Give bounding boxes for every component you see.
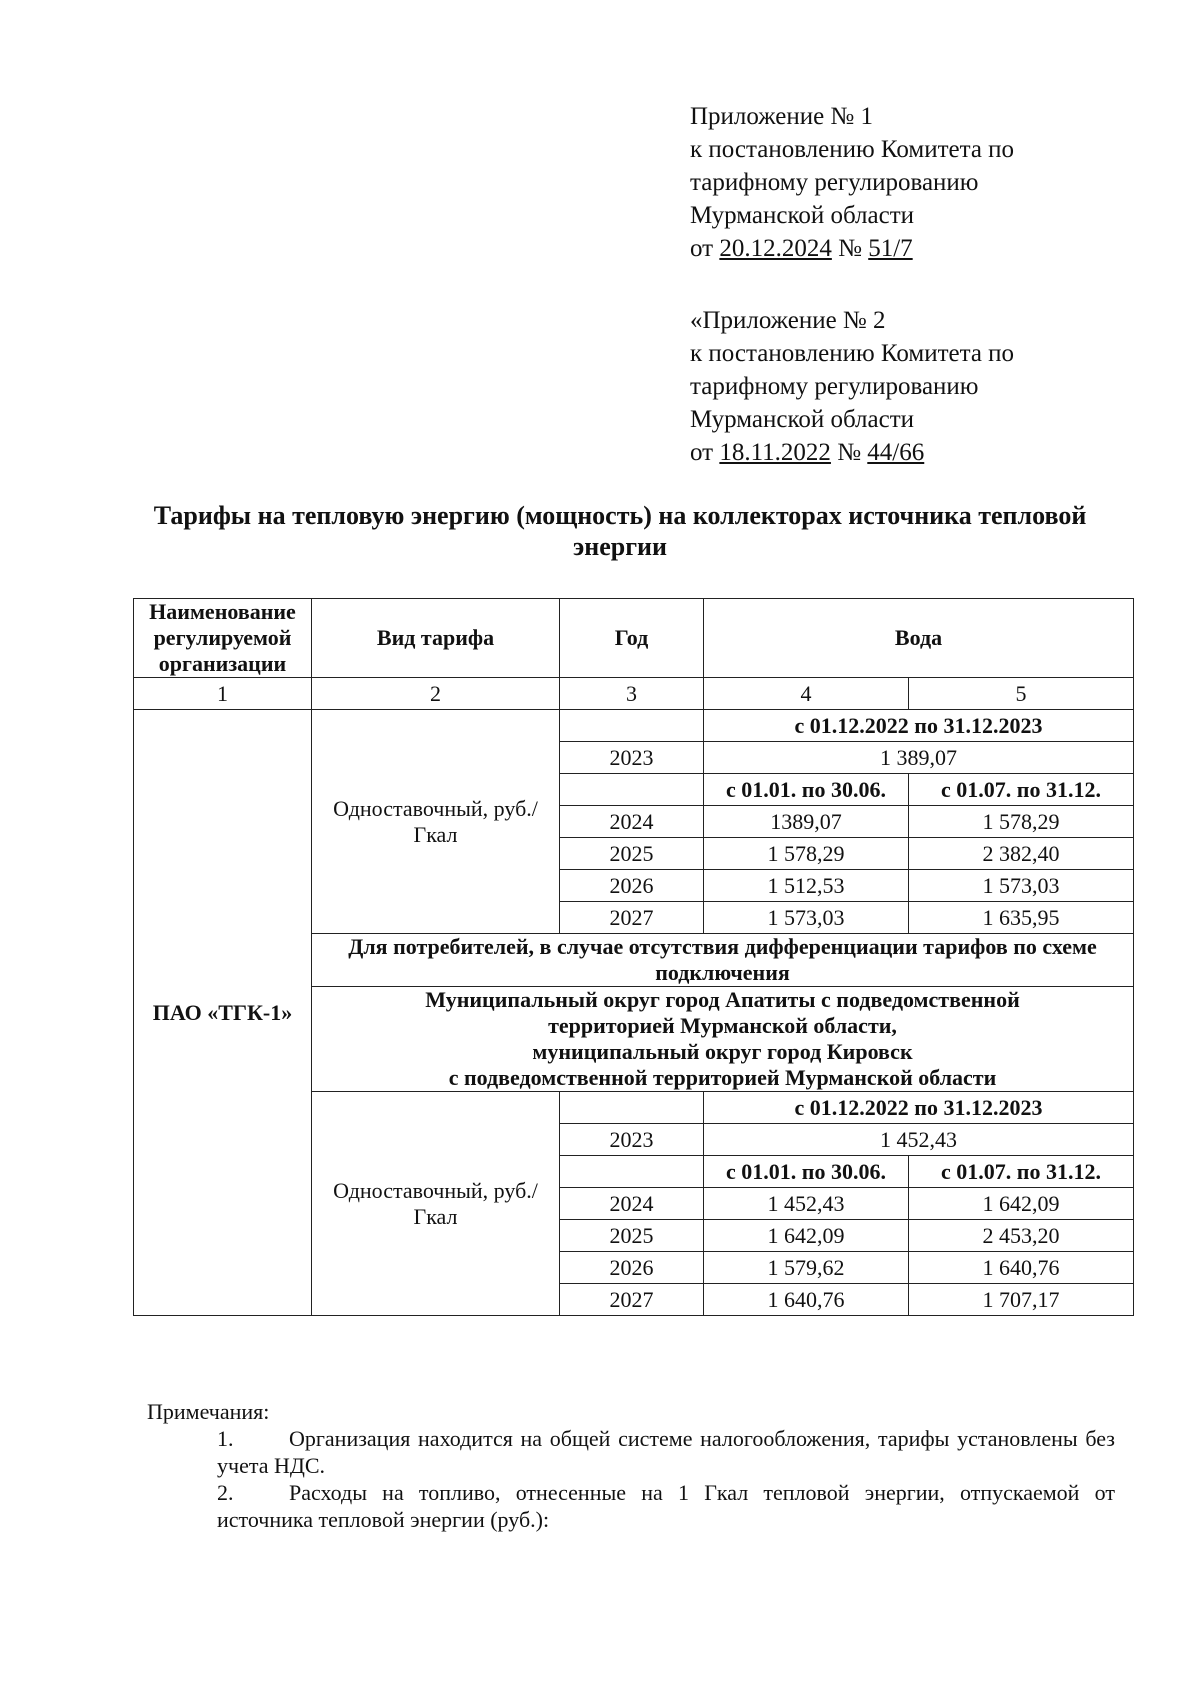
year-cell: 2027 xyxy=(560,902,704,934)
table-header-row xyxy=(134,599,1134,678)
period-header-2: с 01.12.2022 по 31.12.2023 xyxy=(704,1092,1134,1124)
date-prefix: от xyxy=(690,439,720,466)
column-numbers-row xyxy=(134,678,1134,710)
year-cell xyxy=(560,774,704,806)
year-cell: 2024 xyxy=(560,1188,704,1220)
column-number: 2 xyxy=(312,678,560,710)
appendix-1-date: 20.12.2024 xyxy=(719,235,832,262)
consumers-note: Для потребителей, в случае отсутствия дифференциации тарифов по схеме подключения xyxy=(312,934,1134,987)
half1-header: с 01.01. по 30.06. xyxy=(704,1156,909,1188)
notes-heading: Примечания: xyxy=(147,1399,270,1424)
year-cell xyxy=(560,710,704,742)
value-cell: 1 573,03 xyxy=(909,870,1134,902)
municipality-line: территорией Мурманской области, xyxy=(548,1013,897,1038)
tariff-table xyxy=(133,598,1134,1316)
year-cell: 2027 xyxy=(560,1284,704,1316)
column-number: 4 xyxy=(704,678,909,710)
table-row xyxy=(134,710,1134,742)
appendix-2-line: Мурманской области xyxy=(690,406,915,433)
municipality-line: Муниципальный округ город Апатиты с подведомственной xyxy=(425,987,1020,1012)
num-prefix: № xyxy=(830,439,868,466)
note-text: Расходы на топливо, отнесенные на 1 Гкал тепловой энергии, отпускаемой от источника тепловой энергии (руб.): xyxy=(217,1480,1115,1532)
value-cell: 1 578,29 xyxy=(704,838,909,870)
municipality-line: с подведомственной территорией Мурманской области xyxy=(448,1065,997,1090)
value-cell: 2 453,20 xyxy=(909,1220,1134,1252)
value-cell: 1 642,09 xyxy=(909,1188,1134,1220)
appendix-1-line: к постановлению Комитета по xyxy=(690,136,1015,163)
note-number: 1. xyxy=(217,1426,234,1451)
date-prefix: от xyxy=(690,235,720,262)
num-prefix: № xyxy=(831,235,869,262)
header-year: Год xyxy=(560,599,704,678)
year-cell: 2025 xyxy=(560,838,704,870)
appendix-2-date-line xyxy=(690,436,1150,469)
value-cell: 1 579,62 xyxy=(704,1252,909,1284)
value-cell: 1 573,03 xyxy=(704,902,909,934)
document-title: Тарифы на тепловую энергию (мощность) на коллекторах источника тепловой энергии xyxy=(153,501,1087,561)
appendix-2-line: тарифному регулированию xyxy=(690,373,979,400)
tariff-type-1: Одноставочный, руб./Гкал xyxy=(312,710,560,934)
year-cell xyxy=(560,1092,704,1124)
municipality-line: муниципальный округ город Кировск xyxy=(532,1039,913,1064)
appendix-1-line: тарифному регулированию xyxy=(690,169,979,196)
value-cell: 1389,07 xyxy=(704,806,909,838)
header-org: Наименование регулируемой организации xyxy=(134,599,312,678)
value-cell: 1 642,09 xyxy=(704,1220,909,1252)
note-number: 2. xyxy=(217,1480,234,1505)
column-number: 1 xyxy=(134,678,312,710)
column-number: 3 xyxy=(560,678,704,710)
notes-section xyxy=(147,1398,1115,1533)
value-cell: 1 512,53 xyxy=(704,870,909,902)
value-2023: 1 389,07 xyxy=(704,742,1134,774)
municipality xyxy=(312,987,1134,1092)
half2-header: с 01.07. по 31.12. xyxy=(909,1156,1134,1188)
appendix-2-header xyxy=(690,304,1150,469)
half1-header: с 01.01. по 30.06. xyxy=(704,774,909,806)
note-text: Организация находится на общей системе налогообложения, тарифы установлены без учета НДС. xyxy=(217,1426,1115,1478)
year-cell: 2025 xyxy=(560,1220,704,1252)
tariff-type-2: Одноставочный, руб./Гкал xyxy=(312,1092,560,1316)
appendix-1-line: Приложение № 1 xyxy=(690,103,874,130)
value-cell: 1 640,76 xyxy=(909,1252,1134,1284)
value-cell: 2 382,40 xyxy=(909,838,1134,870)
value-cell: 1 640,76 xyxy=(704,1284,909,1316)
period-header-1: с 01.12.2022 по 31.12.2023 xyxy=(704,710,1134,742)
appendix-1-date-line xyxy=(690,232,1150,265)
appendix-2-date: 18.11.2022 xyxy=(719,439,831,466)
half2-header: с 01.07. по 31.12. xyxy=(909,774,1134,806)
year-cell: 2026 xyxy=(560,1252,704,1284)
column-number: 5 xyxy=(909,678,1134,710)
year-cell xyxy=(560,1156,704,1188)
value-cell: 1 707,17 xyxy=(909,1284,1134,1316)
year-cell: 2024 xyxy=(560,806,704,838)
appendix-2-number: 44/66 xyxy=(867,439,925,466)
year-cell: 2023 xyxy=(560,1124,704,1156)
value-2023: 1 452,43 xyxy=(704,1124,1134,1156)
appendix-1-number: 51/7 xyxy=(868,235,913,262)
header-tariff-type: Вид тарифа xyxy=(312,599,560,678)
org-name: ПАО «ТГК-1» xyxy=(134,710,312,1316)
value-cell: 1 578,29 xyxy=(909,806,1134,838)
appendix-2-line: к постановлению Комитета по xyxy=(690,340,1015,367)
value-cell: 1 635,95 xyxy=(909,902,1134,934)
appendix-1-header xyxy=(690,100,1150,265)
year-cell: 2026 xyxy=(560,870,704,902)
note-item xyxy=(147,1479,1115,1533)
note-item xyxy=(147,1425,1115,1479)
appendix-1-line: Мурманской области xyxy=(690,202,915,229)
header-water: Вода xyxy=(704,599,1134,678)
value-cell: 1 452,43 xyxy=(704,1188,909,1220)
appendix-2-line: «Приложение № 2 xyxy=(690,307,886,334)
year-cell: 2023 xyxy=(560,742,704,774)
